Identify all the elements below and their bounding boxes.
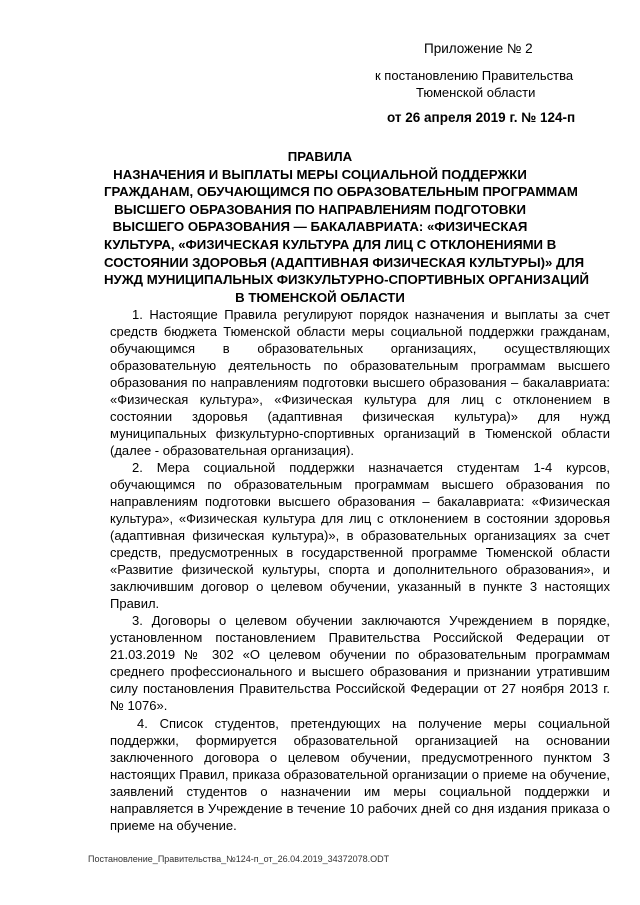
paragraph-3 [110, 612, 610, 714]
title-line: ГРАЖДАНАМ, ОБУЧАЮЩИМСЯ ПО ОБРАЗОВАТЕЛЬНЫМ ПРОГРАММАМ [104, 184, 578, 200]
title-line: ВЫСШЕГО ОБРАЗОВАНИЯ ПО НАПРАВЛЕНИЯМ ПОДГОТОВКИ [114, 201, 526, 217]
paragraph-2 [110, 459, 610, 612]
document-filename-footer: Постановление_Правительства_№124-п_от_26.04.2019_34372078.ODT [88, 854, 390, 864]
paragraph-text: 1. Настоящие Правила регулируют порядок назначения и выплаты за счет средств бюджета Тюменской области меры социальной поддержки гражданам, обучающимся в образовательных организациях, осуществляющих образовательную деятельность по образовательным программам высшего образования по направлениям подготовки высшего образования – бакалавриата: «Физическая культура», «Физическая культура для лиц с отклонением в состоянии здоровья (адаптивная физическая культура)» для нужд муниципальных физкультурно-спортивных организаций в Тюменской области (далее - образовательная организация). [110, 307, 610, 458]
resolution-date: от 26 апреля 2019 г. № 124-п [387, 110, 576, 125]
paragraph-1 [110, 306, 610, 459]
document-title [104, 148, 589, 306]
title-line: КУЛЬТУРА, «ФИЗИЧЕСКАЯ КУЛЬТУРА ДЛЯ ЛИЦ С ОТКЛОНЕНИЯМИ В [104, 236, 557, 252]
title-line: ВЫСШЕГО ОБРАЗОВАНИЯ — БАКАЛАВРИАТА: «ФИЗИЧЕСКАЯ [112, 219, 528, 235]
paragraph-text: 4. Список студентов, претендующих на получение меры социальной поддержки, формируется образовательной организацией на основании заключенного договора о целевом обучении, предусмотренного пунктом 3 настоящих Правил, приказа образовательной организации о приеме на обучение, заявлений студентов о назначении им меры социальной поддержки и направляется в Учреждение в течение 10 рабочих дней со дня издания приказа о приеме на обучение. [110, 716, 610, 833]
title-line: В ТЮМЕНСКОЙ ОБЛАСТИ [235, 289, 405, 305]
appendix-label: Приложение № 2 [424, 41, 533, 56]
title-line: НАЗНАЧЕНИЯ И ВЫПЛАТЫ МЕРЫ СОЦИАЛЬНОЙ ПОДДЕРЖКИ [113, 166, 527, 182]
paragraph-text: 3. Договоры о целевом обучении заключаются Учреждением в порядке, установленном постановлением Правительства Российской Федерации от 21.03.2019 № 302 «О целевом обучении по образовательным программам среднего профессионального и высшего образования и признании утратившим силу постановления Правительства Российской Федерации от 27 ноября 2013 г. № 1076». [110, 613, 610, 713]
paragraph-text: 2. Мера социальной поддержки назначается студентам 1-4 курсов, обучающимся по образовательным программам высшего образования по направлениям подготовки высшего образования – бакалавриата: «Физическая культура», «Физическая культура для лиц с отклонением в состоянии здоровья (адаптивная физическая культура)», в образовательных организациях за счет средств, предусмотренных в государственной программе Тюменской области «Развитие физической культуры, спорта и дополнительного образования», и заключившим договор о целевом обучении, указанный в пункте 3 настоящих Правил. [110, 460, 610, 611]
paragraph-4 [110, 715, 610, 834]
resolution-reference-line1: к постановлению Правительства [375, 68, 574, 83]
title-line: НУЖД МУНИЦИПАЛЬНЫХ ФИЗКУЛЬТУРНО-СПОРТИВНЫХ ОРГАНИЗАЦИЙ [104, 272, 589, 288]
title-line: ПРАВИЛА [287, 149, 353, 164]
resolution-reference-line2: Тюменской области [416, 85, 536, 100]
title-line: СОСТОЯНИИ ЗДОРОВЬЯ (АДАПТИВНАЯ ФИЗИЧЕСКАЯ КУЛЬТУРЫ)» ДЛЯ [104, 254, 585, 270]
